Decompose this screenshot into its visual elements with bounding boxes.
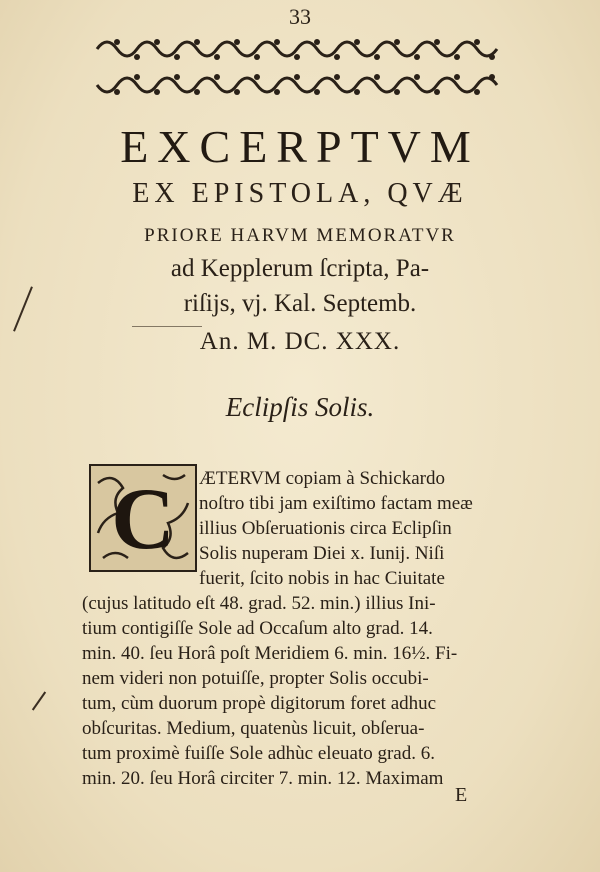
title-line-5: riſijs, vj. Kal. Septemb. [183,290,417,317]
body-line-13: min. 20. ſeu Horâ circiter 7. min. 12. Maximam [82,768,444,789]
title-line-1: EXCERPTVM [120,121,480,172]
section-heading: Eclipſis Solis. [225,392,375,422]
body-line-1: ÆTERVM copiam à Schickardo [199,468,445,489]
body-line-11: obſcuritas. Medium, quatenùs licuit, obſerua- [82,718,425,739]
title-line-4: ad Kepplerum ſcripta, Pa- [170,255,430,282]
body-line-3: illius Obſeruationis circa Eclipſin [199,518,452,539]
title-line-3: PRIORE HARVM MEMORATVR [144,225,456,246]
body-line-12: tum proximè fuiſſe Sole adhùc eleuato grad. 6. [82,743,435,764]
margin-pencil-mark [32,691,46,710]
drop-cap-letter: C [111,471,175,568]
body-line-4: Solis nuperam Diei x. Iunij. Niſi [199,543,445,564]
catchword: E [455,784,468,806]
ornament-band-bottom [92,70,502,100]
page-number: 33 [289,4,311,29]
body-line-7: tium contigiſſe Sole ad Occaſum alto grad. 14. [82,618,433,639]
body-line-10: tum, cùm duorum propè digitorum foret adhuc [82,693,437,714]
underline-mark [132,326,202,327]
body-line-5: fuerit, ſcito nobis in hac Ciuitate [199,568,445,589]
decorated-initial-icon [88,463,198,573]
body-line-8: min. 40. ſeu Horâ poſt Meridiem 6. min. 16½. Fi- [82,643,458,664]
ornament-band-top [92,34,502,64]
body-line-9: nem videri non potuiſſe, propter Solis occubi- [82,668,429,689]
title-line-2: EX EPISTOLA, QVÆ [132,178,468,209]
body-line-2: noſtro tibi jam exiſtimo factam meæ [199,493,473,514]
body-line-6: (cujus latitudo eſt 48. grad. 52. min.) illius Ini- [82,593,436,614]
title-line-6: An. M. DC. XXX. [199,328,401,355]
